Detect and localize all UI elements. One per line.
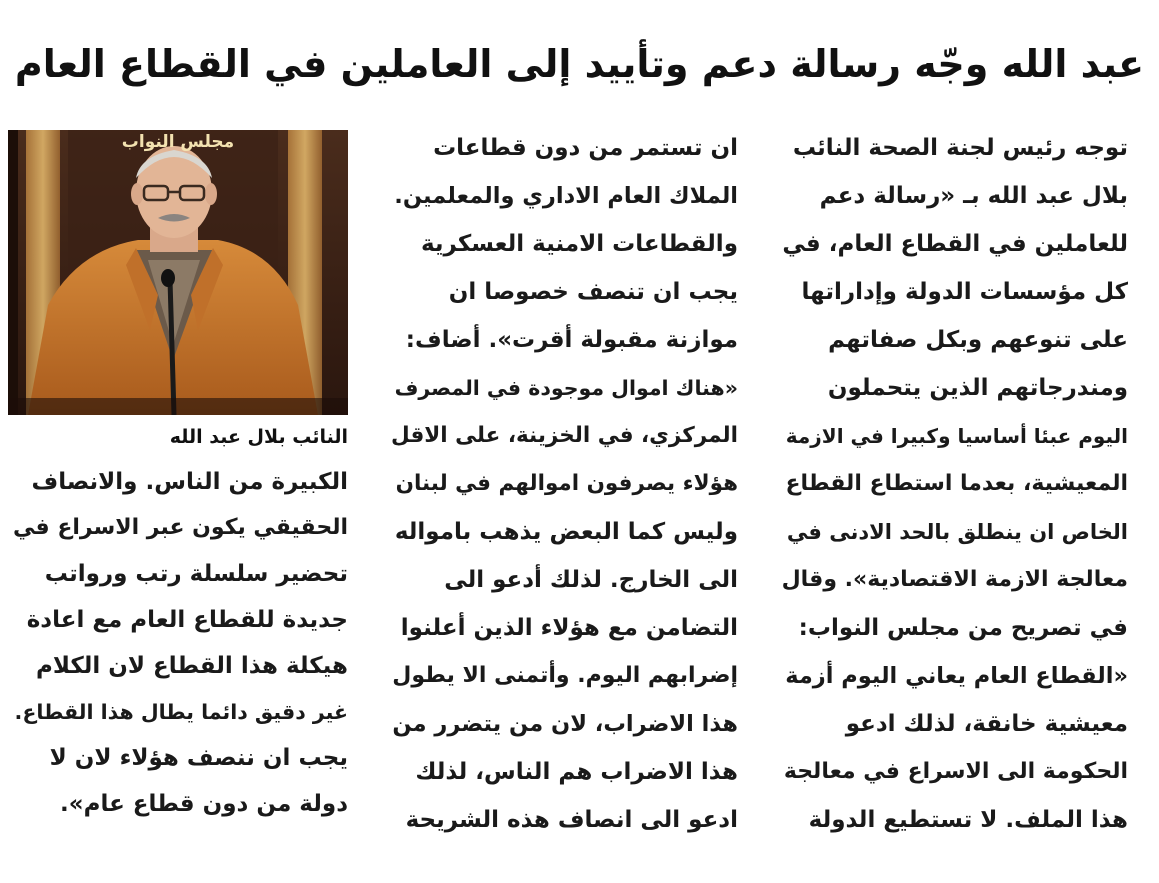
text-line: هؤلاء يصرفون اموالهم في لبنان	[395, 471, 738, 496]
text-line: هذا الاضراب هم الناس، لذلك	[415, 759, 738, 785]
text-line: الكبيرة من الناس. والانصاف	[31, 469, 348, 495]
photo-illustration	[8, 130, 348, 415]
text-line: بلال عبد الله بـ «رسالة دعم	[819, 183, 1128, 209]
text-line: دولة من دون قطاع عام».	[60, 791, 348, 817]
text-line: اليوم عبئا أساسيا وكبيرا في الازمة	[785, 424, 1128, 448]
text-line: موازنة مقبولة أقرت». أضاف:	[405, 327, 738, 353]
text-line: هيكلة هذا القطاع لان الكلام	[36, 653, 348, 679]
text-line: التضامن مع هؤلاء الذين أعلنوا	[400, 615, 738, 641]
text-line: المركزي، في الخزينة، على الاقل	[391, 423, 738, 448]
text-line: في تصريح من مجلس النواب:	[798, 615, 1128, 641]
text-line: يجب ان ننصف هؤلاء لان لا	[49, 745, 348, 771]
text-line: معالجة الازمة الاقتصادية». وقال	[781, 567, 1128, 592]
photo-caption: النائب بلال عبد الله	[169, 426, 348, 448]
text-line: ادعو الى انصاف هذه الشريحة	[405, 807, 738, 833]
text-line: الخاص ان ينطلق بالحد الادنى في	[786, 520, 1128, 544]
text-line: الحكومة الى الاسراع في معالجة	[783, 759, 1128, 784]
text-line: غير دقيق دائما يطال هذا القطاع.	[14, 700, 348, 724]
headline: عبد الله وجّه رسالة دعم وتأييد إلى العاملين في القطاع العام	[14, 42, 1145, 86]
text-line: جديدة للقطاع العام مع اعادة	[26, 607, 348, 633]
text-line: هذا الاضراب، لان من يتضرر من	[392, 711, 738, 737]
article-column-left	[8, 459, 348, 827]
text-line: كل مؤسسات الدولة وإداراتها	[801, 279, 1128, 305]
text-line: يجب ان تنصف خصوصا ان	[448, 279, 738, 305]
article-column-right	[780, 124, 1128, 844]
text-line: الملاك العام الاداري والمعلمين.	[394, 183, 738, 209]
photo-banner-text: مجلس النواب	[121, 132, 235, 152]
text-line: الحقيقي يكون عبر الاسراع في	[13, 515, 348, 540]
text-line: إضرابهم اليوم. وأتمنى الا يطول	[392, 663, 738, 688]
article-column-middle	[390, 124, 738, 844]
text-line: على تنوعهم وبكل صفاتهم	[828, 327, 1128, 353]
text-line: معيشية خانقة، لذلك ادعو	[845, 711, 1128, 737]
text-line: ان تستمر من دون قطاعات	[433, 135, 738, 161]
text-line: «القطاع العام يعاني اليوم أزمة	[785, 663, 1128, 689]
text-line: المعيشية، بعدما استطاع القطاع	[785, 471, 1128, 496]
text-line: تحضير سلسلة رتب ورواتب	[44, 561, 348, 587]
text-line: توجه رئيس لجنة الصحة النائب	[792, 135, 1128, 161]
text-line: للعاملين في القطاع العام، في	[782, 231, 1128, 257]
text-line: وليس كما البعض يذهب بامواله	[394, 519, 738, 545]
text-line: الى الخارج. لذلك أدعو الى	[444, 567, 738, 593]
text-line: «هناك اموال موجودة في المصرف	[394, 376, 738, 400]
text-line: والقطاعات الامنية العسكرية	[420, 231, 738, 257]
text-line: ومندرجاتهم الذين يتحملون	[827, 375, 1128, 401]
text-line: هذا الملف. لا تستطيع الدولة	[808, 807, 1128, 833]
photo-bilal-abdallah	[8, 130, 348, 415]
